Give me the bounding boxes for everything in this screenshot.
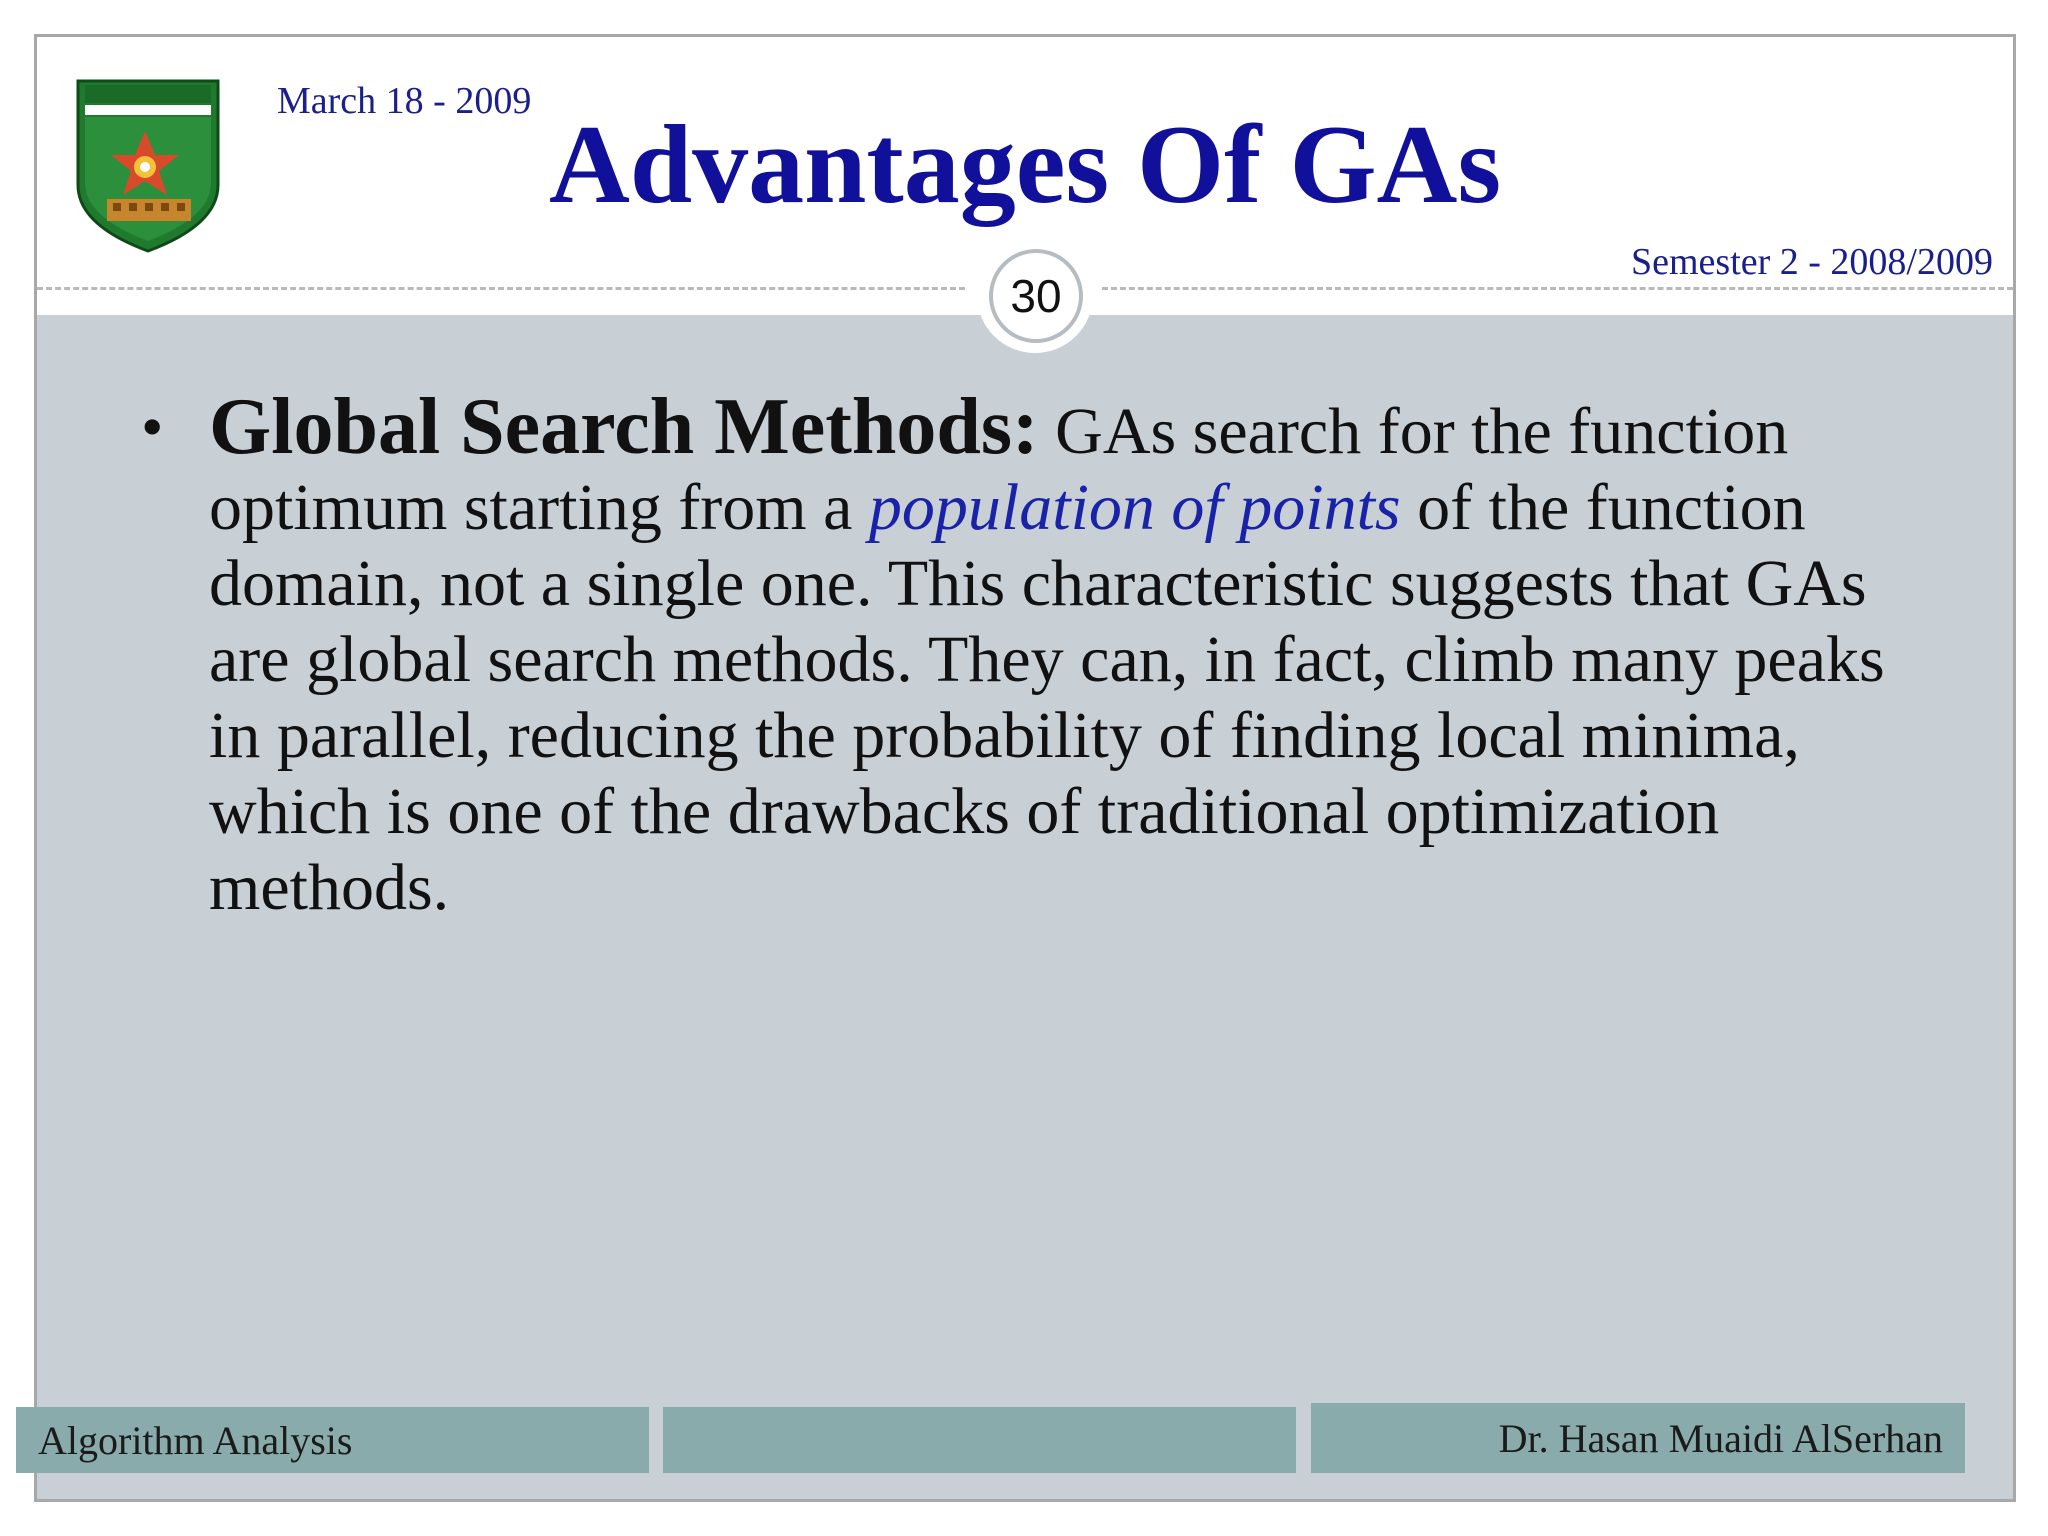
header-divider-right (1102, 287, 2013, 290)
bullet-item (141, 383, 1901, 926)
footer-author (1311, 1403, 1965, 1473)
bullet-emphasis: population of points (868, 471, 1401, 544)
slide (34, 34, 2016, 1502)
slide-semester: Semester 2 - 2008/2009 (1630, 241, 1993, 283)
footer-middle (663, 1407, 1296, 1473)
slide-number: 30 (989, 249, 1083, 343)
bullet-text-part-1: GAs search for the function optimum starting from a (209, 395, 1789, 544)
footer-course (16, 1407, 649, 1473)
slide-title: Advantages Of GAs (548, 103, 1502, 227)
bullet-icon: • (141, 391, 164, 462)
bullet-lead: Global Search Methods: (209, 383, 1039, 471)
slide-number-badge (977, 237, 1093, 353)
slide-date: March 18 - 2009 (277, 80, 532, 122)
bullet-text (209, 383, 1901, 926)
header-divider-left (37, 287, 965, 290)
bullet-text-part-2: of the function domain, not a single one. This characteristic suggests that GAs are global search methods. They can, in fact, climb many peaks in parallel, reducing the probability of finding local minima, which is one of the drawbacks of traditional optimization methods. (209, 471, 1885, 924)
slide-content (141, 383, 1901, 926)
footer-course-label: Algorithm Analysis (38, 1417, 353, 1463)
footer-author-label: Dr. Hasan Muaidi AlSerhan (1498, 1415, 1943, 1461)
